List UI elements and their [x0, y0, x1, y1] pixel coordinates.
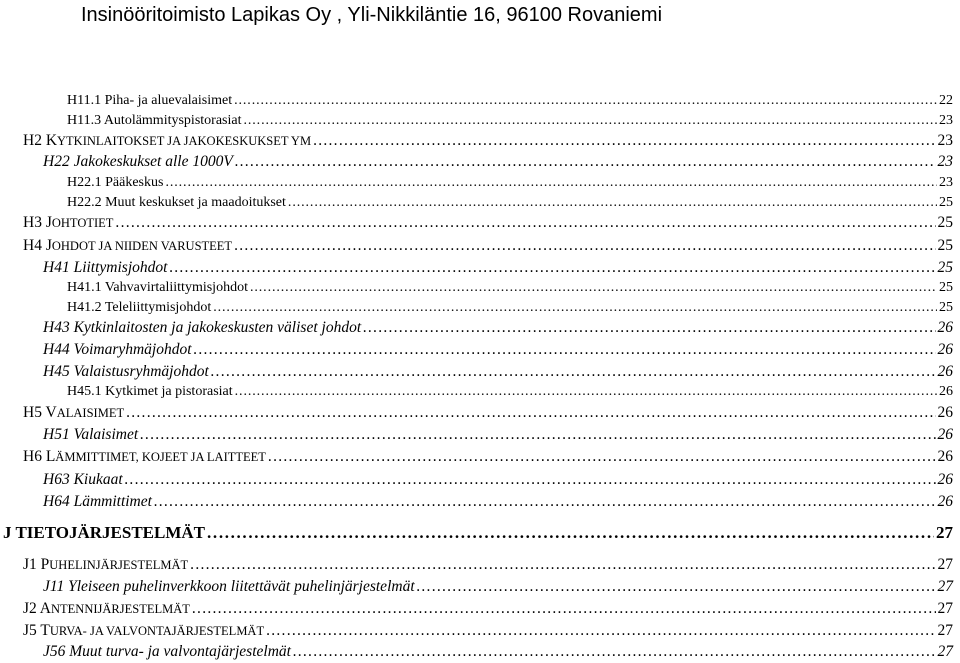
- toc-page-number: 23: [939, 175, 953, 190]
- page-header: Insinööritoimisto Lapikas Oy , Yli-Nikkiläntie 16, 96100 Rovaniemi: [81, 4, 663, 26]
- toc-entry[interactable]: [23, 449, 953, 465]
- toc-page-number: 25: [939, 195, 953, 210]
- toc-leader: [165, 176, 937, 190]
- toc-leader: [213, 301, 937, 315]
- toc-entry[interactable]: [23, 601, 953, 617]
- toc-page-number: 23: [937, 153, 953, 170]
- toc-page-number: 25: [939, 300, 953, 315]
- toc-entry[interactable]: [43, 644, 953, 660]
- toc-page-number: 26: [937, 448, 953, 465]
- toc-entry-title: H3 JOHTOTIET: [23, 214, 114, 231]
- toc-entry-title: J5 TURVA- JA VALVONTAJÄRJESTELMÄT: [23, 622, 265, 639]
- toc-entry[interactable]: [23, 238, 953, 254]
- toc-entry-title: H22.1 Pääkeskus: [67, 175, 164, 190]
- toc-leader: [243, 114, 937, 128]
- toc-entry-title: H45.1 Kytkimet ja pistorasiat: [67, 384, 233, 399]
- toc-leader: [235, 154, 936, 170]
- toc-page-number: 26: [937, 493, 953, 510]
- toc-entry[interactable]: [3, 524, 953, 541]
- toc-entry[interactable]: [23, 133, 953, 149]
- toc-leader: [293, 644, 936, 660]
- toc-leader: [192, 601, 936, 617]
- toc-entry-title: H43 Kytkinlaitosten ja jakokeskusten väliset johdot: [43, 319, 362, 336]
- toc-entry[interactable]: [67, 114, 953, 128]
- toc-entry[interactable]: [43, 427, 953, 443]
- toc-leader: [268, 449, 936, 465]
- toc-entry[interactable]: [67, 301, 953, 315]
- toc-entry[interactable]: [23, 557, 953, 573]
- toc-entry-title: H41.1 Vahvavirtaliittymisjohdot: [67, 280, 248, 295]
- toc-entry[interactable]: [67, 176, 953, 190]
- toc-leader: [194, 342, 936, 358]
- toc-entry-title: J56 Muut turva- ja valvontajärjestelmät: [43, 643, 291, 660]
- toc-leader: [234, 238, 935, 254]
- toc-entry-title: H51 Valaisimet: [43, 426, 139, 443]
- toc-page-number: 26: [937, 341, 953, 358]
- toc-leader: [250, 281, 937, 295]
- toc-page-number: 27: [937, 600, 953, 617]
- toc-page-number: 27: [936, 523, 953, 542]
- toc-leader: [190, 557, 935, 573]
- toc-entry[interactable]: [43, 260, 953, 276]
- toc-entry-title: H4 JOHDOT JA NIIDEN VARUSTEET: [23, 237, 233, 254]
- toc-entry[interactable]: [23, 405, 953, 421]
- toc-page-number: 27: [937, 643, 953, 660]
- toc-entry[interactable]: [43, 364, 953, 380]
- toc-leader: [140, 427, 935, 443]
- toc-entry[interactable]: [23, 215, 953, 231]
- toc-page-number: 23: [939, 113, 953, 128]
- toc-page-number: 26: [937, 363, 953, 380]
- toc-entry[interactable]: [43, 342, 953, 358]
- toc-entry-title: J11 Yleiseen puhelinverkkoon liitettävät puhelinjärjestelmät: [43, 578, 415, 595]
- toc-entry[interactable]: [67, 196, 953, 210]
- toc-page-number: 26: [937, 471, 953, 488]
- toc-entry[interactable]: [23, 623, 953, 639]
- toc-page-number: 27: [937, 556, 953, 573]
- toc-entry-title: H64 Lämmittimet: [43, 493, 152, 510]
- toc-entry-title: J TIETOJÄRJESTELMÄT: [3, 523, 206, 542]
- toc-leader: [266, 623, 935, 639]
- toc-leader: [125, 472, 936, 488]
- toc-page-number: 25: [937, 214, 953, 231]
- toc-page-number: 26: [937, 404, 953, 421]
- toc-entry[interactable]: [67, 94, 953, 108]
- toc-page-number: 26: [939, 384, 953, 399]
- toc-leader: [235, 385, 937, 399]
- toc-entry-title: H11.1 Piha- ja aluevalaisimet: [67, 93, 233, 108]
- toc-entry-title: H63 Kiukaat: [43, 471, 123, 488]
- toc-entry[interactable]: [67, 385, 953, 399]
- toc-entry[interactable]: [43, 154, 953, 170]
- toc-page-number: 23: [937, 132, 953, 149]
- toc-leader: [288, 196, 937, 210]
- toc-page-number: 22: [939, 93, 953, 108]
- toc-entry[interactable]: [43, 494, 953, 510]
- toc-entry-title: H5 VALAISIMET: [23, 404, 125, 421]
- toc-entry[interactable]: [43, 320, 953, 336]
- toc-entry-title: H22.2 Muut keskukset ja maadoitukset: [67, 195, 286, 210]
- toc-entry-title: H41.2 Teleliittymisjohdot: [67, 300, 212, 315]
- toc-entry-title: H11.3 Autolämmityspistorasiat: [67, 113, 242, 128]
- toc-page-number: 25: [939, 280, 953, 295]
- toc-leader: [211, 364, 936, 380]
- toc-entry[interactable]: [67, 281, 953, 295]
- toc-entry-title: H44 Voimaryhmäjohdot: [43, 341, 192, 358]
- toc-leader: [363, 320, 935, 336]
- toc-entry-title: H2 KYTKINLAITOKSET JA JAKOKESKUKSET YM: [23, 132, 312, 149]
- toc-leader: [234, 94, 937, 108]
- toc-entry-title: J1 PUHELINJÄRJESTELMÄT: [23, 556, 189, 573]
- toc-leader: [126, 405, 935, 421]
- toc-entry[interactable]: [43, 472, 953, 488]
- toc-entry-title: H6 LÄMMITTIMET, KOJEET JA LAITTEET: [23, 448, 266, 465]
- toc-page-number: 25: [937, 237, 953, 254]
- toc-page-number: 25: [937, 259, 953, 276]
- toc-page-number: 27: [937, 622, 953, 639]
- toc-leader: [169, 260, 935, 276]
- toc-entry-title: J2 ANTENNIJÄRJESTELMÄT: [23, 600, 190, 617]
- toc-leader: [313, 133, 935, 149]
- toc-page-number: 26: [937, 426, 953, 443]
- toc-leader: [154, 494, 936, 510]
- toc-entry-title: H22 Jakokeskukset alle 1000V: [43, 153, 233, 170]
- toc-page-number: 26: [937, 319, 953, 336]
- toc-entry-title: H45 Valaistusryhmäjohdot: [43, 363, 209, 380]
- toc-entry[interactable]: [43, 579, 953, 595]
- toc-leader: [207, 524, 934, 541]
- toc-leader: [417, 579, 936, 595]
- toc-page-number: 27: [937, 578, 953, 595]
- toc-entry-title: H41 Liittymisjohdot: [43, 259, 168, 276]
- toc-leader: [115, 215, 935, 231]
